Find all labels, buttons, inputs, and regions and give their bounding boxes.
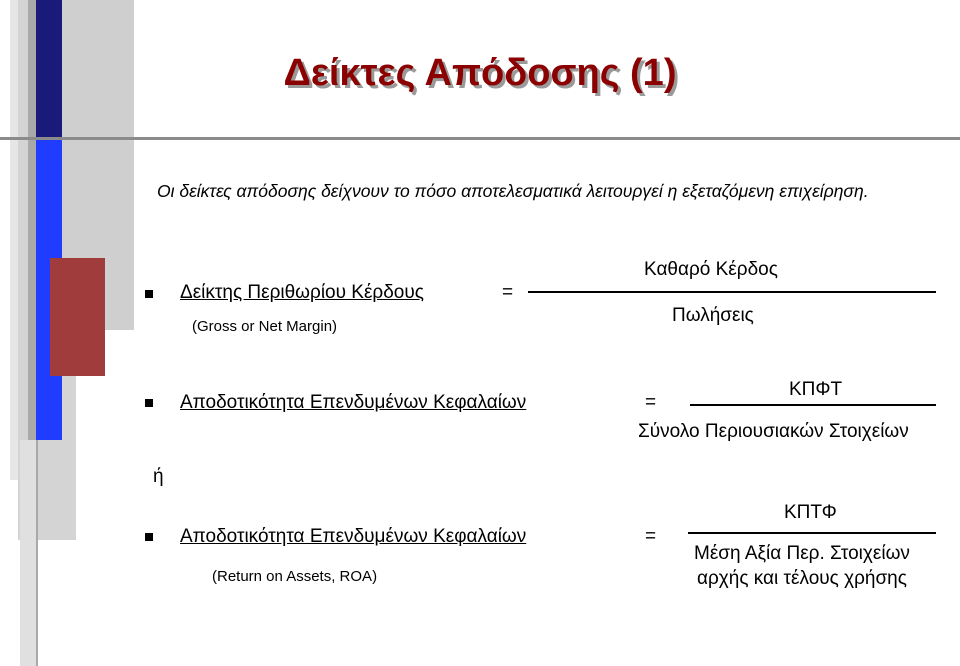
bullet-icon xyxy=(145,533,153,541)
ratio2-name: Αποδοτικότητα Επενδυμένων Κεφαλαίων xyxy=(180,392,527,413)
ratio3-numerator: ΚΠΤΦ xyxy=(784,502,837,523)
ratio2-numerator: ΚΠΦΤ xyxy=(789,379,843,400)
ratio1-numerator: Καθαρό Κέρδος xyxy=(644,259,778,280)
decor-red-block xyxy=(50,258,105,376)
bullet-icon xyxy=(145,290,153,298)
ratio1-subtitle: (Gross or Net Margin) xyxy=(192,318,338,335)
ratio3-fraction-line xyxy=(688,532,936,534)
ratio2-fraction-line xyxy=(690,404,936,406)
ratio3-denominator-line1: Μέση Αξία Περ. Στοιχείων xyxy=(694,543,910,564)
ratio3-equals: = xyxy=(645,526,657,547)
decor-light-strip xyxy=(20,440,36,666)
intro-text: Οι δείκτες απόδοσης δείχνουν το πόσο αποτελεσματικά λειτουργεί η εξεταζόμενη επιχείρηση. xyxy=(157,181,869,201)
ratio3-subtitle: (Return on Assets, ROA) xyxy=(212,568,378,585)
ratio2-equals: = xyxy=(645,392,657,413)
title-divider xyxy=(0,137,960,140)
or-label: ή xyxy=(153,466,164,487)
bullet-icon xyxy=(145,399,153,407)
ratio1-name: Δείκτης Περιθωρίου Κέρδους xyxy=(180,282,424,303)
ratio1-fraction-line xyxy=(528,291,936,293)
page-title: Δείκτες Απόδοσης (1) xyxy=(283,52,677,94)
ratio1-denominator: Πωλήσεις xyxy=(672,305,754,326)
ratio1-equals: = xyxy=(502,282,514,303)
ratio3-denominator-line2: αρχής και τέλους χρήσης xyxy=(697,568,907,589)
ratio3-name: Αποδοτικότητα Επενδυμένων Κεφαλαίων xyxy=(180,526,527,547)
ratio2-denominator: Σύνολο Περιουσιακών Στοιχείων xyxy=(638,421,909,442)
